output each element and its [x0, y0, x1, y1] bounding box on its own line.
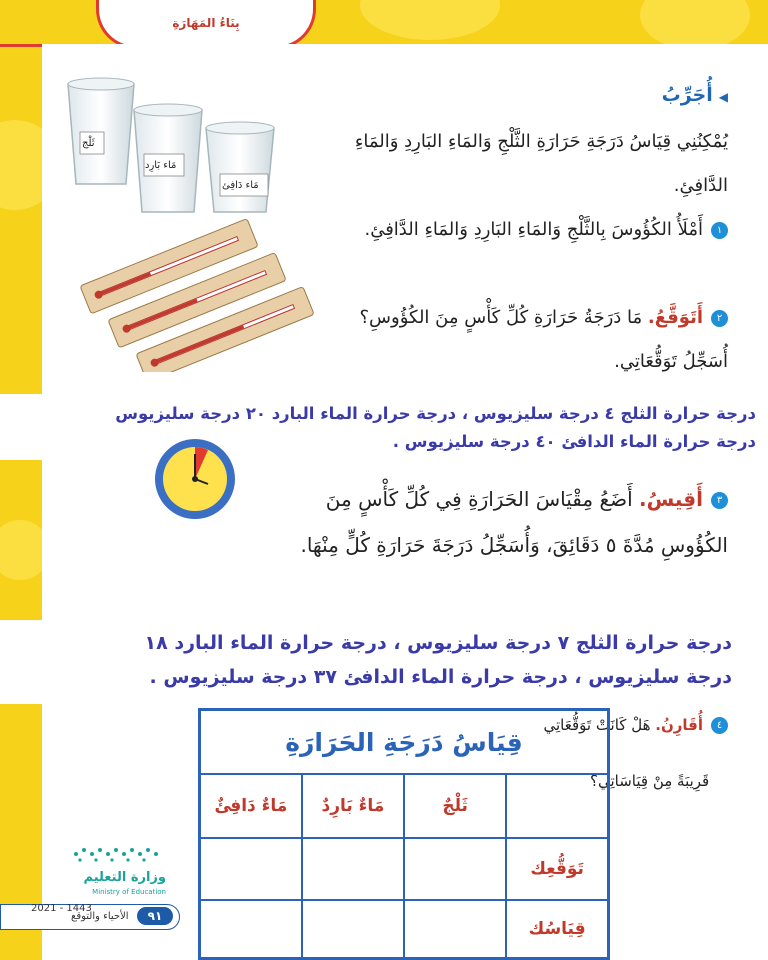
measurement-line-2: درجة سليزيوس ، درجة حرارة الماء الدافئ ٣٧ درجة سليزيوس . — [149, 666, 732, 688]
temperature-table — [198, 708, 610, 960]
intro-paragraph — [348, 120, 728, 208]
ministry-emblem-icon — [66, 840, 166, 866]
header-empty-cell — [506, 774, 608, 838]
step-number-badge: ٣ — [711, 492, 728, 509]
step-4-text-a: هَلْ كَانَتْ تَوَقُّعَاتِي — [543, 716, 651, 734]
step-number-badge: ١ — [711, 222, 728, 239]
cup-ice — [68, 78, 134, 184]
step-1 — [338, 208, 728, 252]
table-title: قِيَاسُ دَرَجَةِ الحَرَارَةِ — [200, 710, 609, 775]
cup-cold-water — [134, 104, 202, 212]
measurement-ice-cell[interactable] — [404, 900, 506, 959]
step-4-continuation: قَرِيبَةً مِنْ قِيَاسَاتِي؟ — [590, 772, 710, 790]
cup-label-cold: مَاء بَارِد — [145, 160, 177, 171]
step-1-text: أَمْلَأُ الكُؤُوسَ بِالثَّلْجِ وَالمَاءِ البَارِدِ وَالمَاءِ الدَّافِئِ. — [364, 219, 703, 240]
prediction-cold-cell[interactable] — [302, 838, 404, 900]
prediction-line-2: درجة حرارة الماء الدافئ ٤٠ درجة سليزيوس . — [392, 432, 756, 451]
header-warm-water: مَاءٌ دَافِئٌ — [200, 774, 302, 838]
prediction-line-1: درجة حرارة الثلج ٤ درجة سليزيوس ، درجة حرارة الماء البارد ٢٠ درجة سليزيوس — [115, 404, 756, 423]
ministry-name-ar: وزارة التعليم — [83, 870, 166, 885]
footer-chapter: الأحياء والتوقع — [71, 911, 129, 922]
cup-label-warm: مَاء دَافِئ — [222, 180, 259, 191]
measure-keyword: أَقِيسُ. — [639, 487, 703, 511]
header-cold-water: مَاءٌ بَارِدٌ — [302, 774, 404, 838]
step-2-text: مَا دَرَجَةُ حَرَارَةِ كُلِّ كَأْسٍ مِنَ الكُؤُوسِ؟ أُسَجِّلُ تَوَقُّعَاتِي. — [359, 307, 728, 372]
measurement-answer — [0, 620, 768, 704]
step-3-text: أَضَعُ مِقْيَاسَ الحَرَارَةِ فِي كُلِّ كَأْسٍ مِنَ الكُؤُوسِ مُدَّةَ ٥ دَقَائِقَ، وَأُسَجِّلُ دَرَجَةَ حَرَارَةِ كُلٍّ مِنْهَا. — [300, 487, 728, 557]
page-number: ٩١ — [137, 907, 173, 925]
background-bubble — [640, 0, 750, 50]
ministry-name-en: Ministry of Education — [92, 888, 166, 896]
prediction-warm-cell[interactable] — [200, 838, 302, 900]
cup-label-ice: ثَلْج — [82, 138, 95, 149]
try-heading — [662, 84, 728, 106]
row-label-measurement: قِيَاسُك — [506, 900, 608, 959]
step-number-badge: ٤ — [711, 717, 728, 734]
measurement-cold-cell[interactable] — [302, 900, 404, 959]
try-heading-text: أُجَرِّبُ — [661, 84, 713, 106]
cups-thermometers-illustration — [60, 72, 330, 372]
section-tab — [96, 0, 316, 49]
measurement-line-1: درجة حرارة الثلج ٧ درجة سليزيوس ، درجة حرارة الماء البارد ١٨ — [144, 632, 732, 654]
intro-text: يُمْكِنُنِي قِيَاسُ دَرَجَةِ حَرَارَةِ الثَّلْجِ وَالمَاءِ البَارِدِ وَالمَاءِ الدَّافِئِ. — [354, 131, 728, 196]
predict-keyword: أَتَوَقَّعُ. — [647, 307, 703, 328]
prediction-ice-cell[interactable] — [404, 838, 506, 900]
thermometers — [80, 219, 314, 372]
measurement-warm-cell[interactable] — [200, 900, 302, 959]
compare-keyword: أُقَارِنُ. — [655, 716, 703, 734]
prediction-answer — [0, 394, 768, 460]
clock-icon — [152, 436, 238, 522]
cup-warm-water — [206, 122, 274, 212]
step-number-badge: ٢ — [711, 310, 728, 327]
step-3 — [268, 476, 728, 568]
footer-year: 2021 - 1443 — [31, 903, 92, 914]
header-ice: ثَلْجٌ — [404, 774, 506, 838]
ministry-logo — [26, 840, 166, 900]
step-2 — [338, 296, 728, 384]
triangle-icon: ◀ — [718, 90, 728, 104]
footer-bar — [0, 904, 180, 930]
row-label-prediction: تَوَقُّعِك — [506, 838, 608, 900]
section-tab-label: بِنَاءُ المَهَارَةِ — [172, 16, 240, 30]
background-bubble — [360, 0, 500, 40]
